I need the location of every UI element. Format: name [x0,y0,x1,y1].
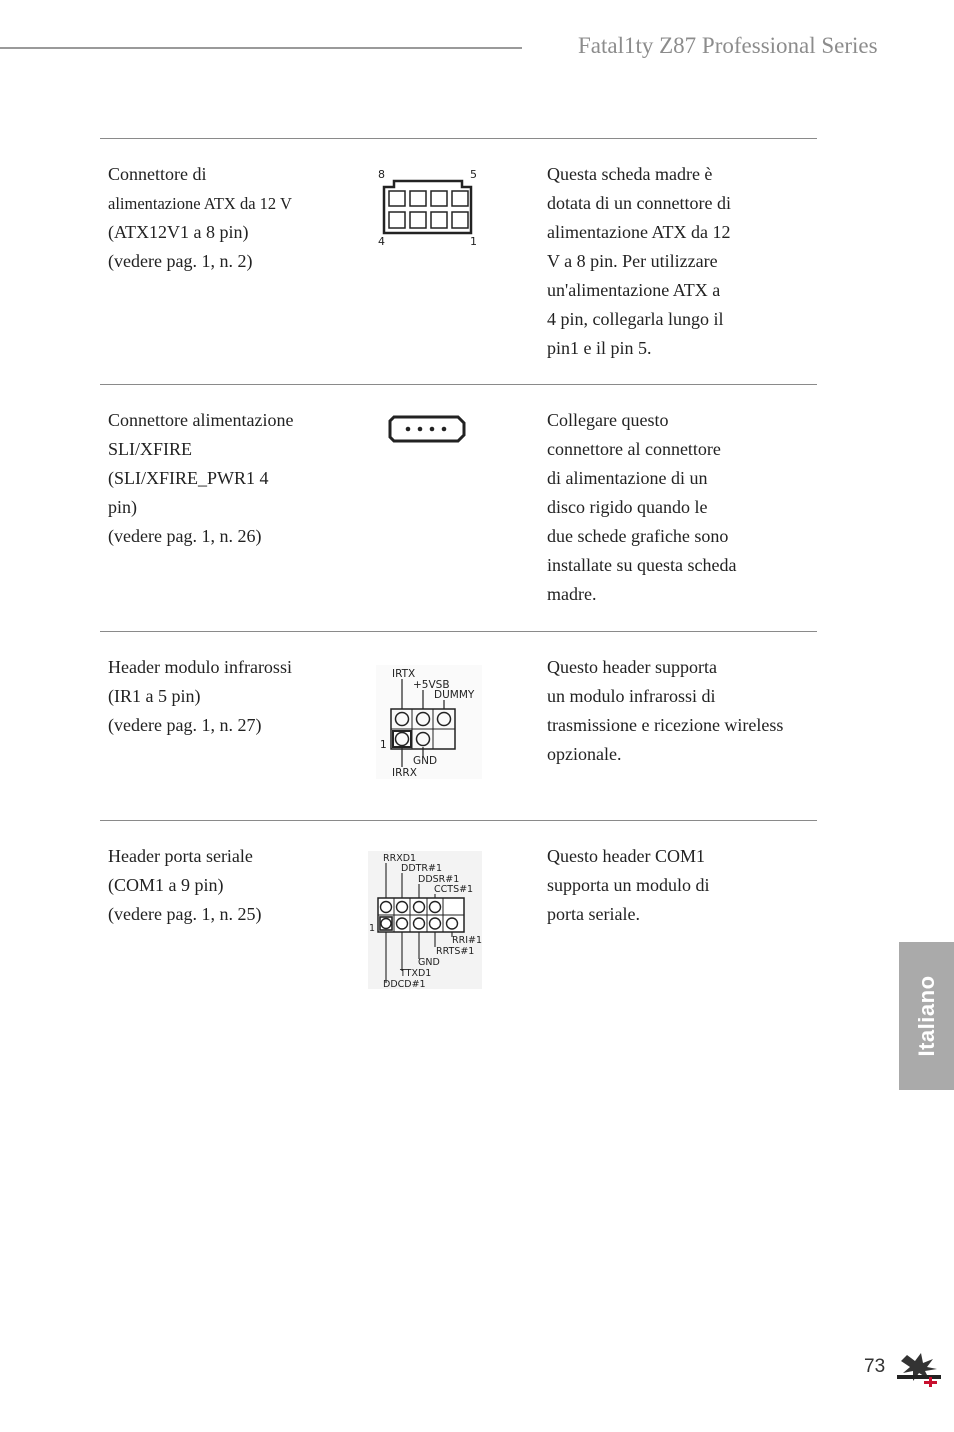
svg-text:RRI#1: RRI#1 [452,935,482,946]
svg-text:GND: GND [413,755,438,767]
page-number: 73 [864,1356,886,1377]
row-divider [100,631,817,632]
svg-text:4: 4 [378,235,385,248]
row-divider [100,384,817,385]
language-tab [899,942,954,1090]
sli-power-connector-diagram [388,412,468,446]
svg-text:CCTS#1: CCTS#1 [434,884,474,895]
svg-text:GND: GND [418,957,440,968]
svg-text:+5VSB: +5VSB [413,679,450,691]
series-title: Fatal1ty Z87 Professional Series [578,33,878,58]
com-header-name: Header porta seriale (COM1 a 9 pin) (vedere pag. 1, n. 25) [108,846,262,924]
svg-text:1: 1 [470,235,477,248]
row-divider [100,820,817,821]
atx12v-connector-diagram [374,164,484,250]
header-rule [0,47,522,49]
atx12v-description: Questa scheda madre è dotata di un connettore di alimentazione ATX da 12 V a 8 pin. Per utilizzare un'alimentazione ATX a 4 pin, collegarla lungo il pin1 e il pin 5. [547,164,731,358]
fatal1ty-logo-icon [893,1349,945,1394]
svg-text:RRXD1: RRXD1 [383,853,417,864]
svg-text:5: 5 [470,168,477,181]
sli-power-description: Collegare questo connettore al connettore di alimentazione di un disco rigido quando le due schede grafiche sono installate su questa scheda madre. [547,410,737,604]
atx12v-name: Connettore di alimentazione ATX da 12 V (ATX12V1 a 8 pin) (vedere pag. 1, n. 2) [108,164,292,271]
svg-text:TTXD1: TTXD1 [400,968,432,979]
svg-text:RRTS#1: RRTS#1 [436,946,475,957]
svg-text:IRTX: IRTX [392,668,416,680]
ir-header-diagram [376,665,482,779]
svg-text:DUMMY: DUMMY [434,689,475,701]
svg-text:8: 8 [378,168,385,181]
svg-text:DDTR#1: DDTR#1 [401,863,443,874]
ir-header-description: Questo header supporta un modulo infrarossi di trasmissione e ricezione wireless opzionale. [547,657,784,764]
svg-text:DDSR#1: DDSR#1 [418,874,460,885]
language-tab-label: Italiano [913,975,939,1057]
com-header-diagram [368,851,482,989]
svg-text:DDCD#1: DDCD#1 [383,979,426,989]
svg-text:1: 1 [369,923,376,934]
svg-text:1: 1 [380,739,387,751]
com-header-description: Questo header COM1 supporta un modulo di porta seriale. [547,846,710,924]
svg-text:IRRX: IRRX [392,767,417,779]
ir-header-name: Header modulo infrarossi (IR1 a 5 pin) (vedere pag. 1, n. 27) [108,657,292,735]
sli-power-name: Connettore alimentazione SLI/XFIRE (SLI/XFIRE_PWR1 4 pin) (vedere pag. 1, n. 26) [108,410,294,546]
row-divider [100,138,817,139]
